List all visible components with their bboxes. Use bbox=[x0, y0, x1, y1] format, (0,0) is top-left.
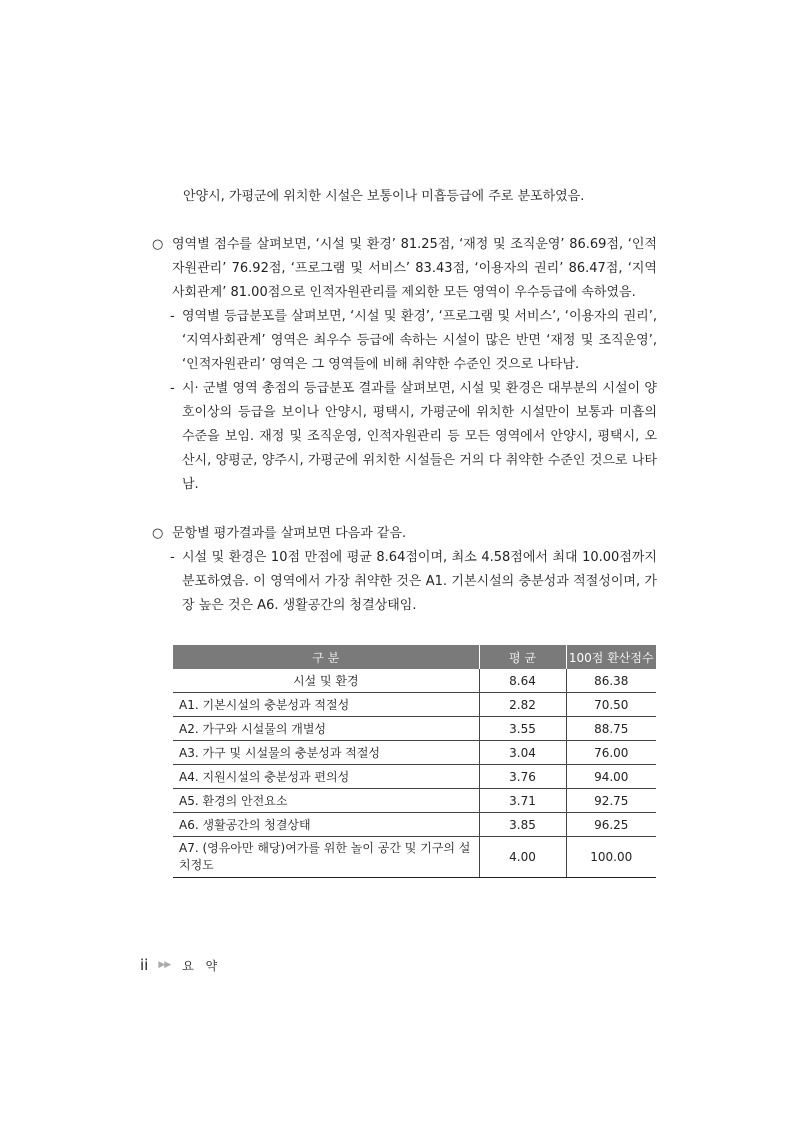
header-score: 100점 환산점수 bbox=[566, 645, 656, 669]
row-label: 시설 및 환경 bbox=[173, 669, 479, 693]
table-row bbox=[173, 765, 656, 789]
table-row bbox=[173, 717, 656, 741]
sub-text: 영역별 등급분포를 살펴보면, ‘시설 및 환경’, ‘프로그램 및 서비스’, ‘이용자의 권리’, ‘지역사회관계’ 영역은 최우수 등급에 속하는 시설이 많은 반면 ‘재정 및 조직운영’, ‘인적자원관리’ 영역은 그 영역들에 비해 취약한 수준인 것으로 나타남. bbox=[182, 309, 657, 372]
row-score: 100.00 bbox=[566, 837, 656, 878]
row-average: 3.04 bbox=[479, 741, 566, 765]
table-row bbox=[173, 813, 656, 837]
dash-marker: - bbox=[170, 550, 175, 565]
row-label: A4. 지원시설의 충분성과 편의성 bbox=[173, 765, 479, 789]
double-arrow-icon: ▶▶ bbox=[158, 960, 171, 970]
bullet-item bbox=[152, 522, 657, 546]
sub-item bbox=[170, 546, 657, 618]
row-score: 88.75 bbox=[566, 717, 656, 741]
row-label: A3. 가구 및 시설물의 충분성과 적절성 bbox=[173, 741, 479, 765]
sub-item bbox=[170, 305, 657, 377]
row-label: A2. 가구와 시설물의 개별성 bbox=[173, 717, 479, 741]
section-domain-scores bbox=[152, 233, 657, 497]
row-label-text: A7. (영유아만 해당)여가를 위한 놀이 공간 및 기구의 설치정도 bbox=[179, 841, 471, 872]
dash-marker: - bbox=[170, 309, 175, 324]
row-label: A1. 기본시설의 충분성과 적절성 bbox=[173, 693, 479, 717]
circle-bullet-icon: ○ bbox=[152, 526, 164, 541]
header-average: 평 균 bbox=[479, 645, 566, 669]
bullet-text: 영역별 점수를 살펴보면, ‘시설 및 환경’ 81.25점, ‘재정 및 조직운영’ 86.69점, ‘인적자원관리’ 76.92점, ‘프로그램 및 서비스’ 83.43점, ‘이용자의 권리’ 86.47점, ‘지역사회관계’ 81.00점으로 인적자원관리를 제외한 모든 영역이 우수등급에 속하였음. bbox=[172, 237, 657, 300]
table-row bbox=[173, 837, 656, 878]
circle-bullet-icon: ○ bbox=[152, 237, 164, 252]
table-row bbox=[173, 789, 656, 813]
row-average: 2.82 bbox=[479, 693, 566, 717]
page-number: ii bbox=[140, 956, 149, 974]
bullet-text: 문항별 평가결과를 살펴보면 다음과 같음. bbox=[172, 526, 407, 541]
row-label: A6. 생활공간의 청결상태 bbox=[173, 813, 479, 837]
dash-marker: - bbox=[170, 381, 175, 396]
bullet-item bbox=[152, 233, 657, 305]
sub-item bbox=[170, 377, 657, 497]
row-score: 70.50 bbox=[566, 693, 656, 717]
page-footer bbox=[140, 956, 221, 974]
table-row bbox=[173, 741, 656, 765]
section-item-results bbox=[152, 522, 657, 618]
row-average: 3.71 bbox=[479, 789, 566, 813]
row-average: 4.00 bbox=[479, 837, 566, 878]
table-row bbox=[173, 669, 656, 693]
row-score: 76.00 bbox=[566, 741, 656, 765]
table-row bbox=[173, 693, 656, 717]
row-average: 3.76 bbox=[479, 765, 566, 789]
row-score: 92.75 bbox=[566, 789, 656, 813]
row-average: 8.64 bbox=[479, 669, 566, 693]
row-score: 96.25 bbox=[566, 813, 656, 837]
header-category: 구 분 bbox=[173, 645, 479, 669]
footer-title: 요 약 bbox=[182, 958, 222, 973]
results-table bbox=[173, 645, 656, 878]
sub-text: 시· 군별 영역 총점의 등급분포 결과를 살펴보면, 시설 및 환경은 대부분의 시설이 양호이상의 등급을 보이나 안양시, 평택시, 가평군에 위치한 시설만이 보통과 미흡의 수준을 보임. 재정 및 조직운영, 인적자원관리 등 모든 영역에서 안양시, 평택시, 오산시, 양평군, 양주시, 가평군에 위치한 시설들은 거의 다 취약한 수준인 것으로 나타남. bbox=[182, 381, 657, 492]
row-score: 94.00 bbox=[566, 765, 656, 789]
row-label: A5. 환경의 안전요소 bbox=[173, 789, 479, 813]
table-header-row bbox=[173, 645, 656, 669]
row-average: 3.85 bbox=[479, 813, 566, 837]
sub-text: 시설 및 환경은 10점 만점에 평균 8.64점이며, 최소 4.58점에서 최대 10.00점까지 분포하였음. 이 영역에서 가장 취약한 것은 A1. 기본시설의 충분성과 적절성이며, 가장 높은 것은 A6. 생활공간의 청결상태임. bbox=[182, 550, 657, 613]
row-average: 3.55 bbox=[479, 717, 566, 741]
continuation-text: 안양시, 가평군에 위치한 시설은 보통이나 미흡등급에 주로 분포하였음. bbox=[183, 189, 585, 204]
row-label bbox=[173, 837, 479, 878]
row-score: 86.38 bbox=[566, 669, 656, 693]
